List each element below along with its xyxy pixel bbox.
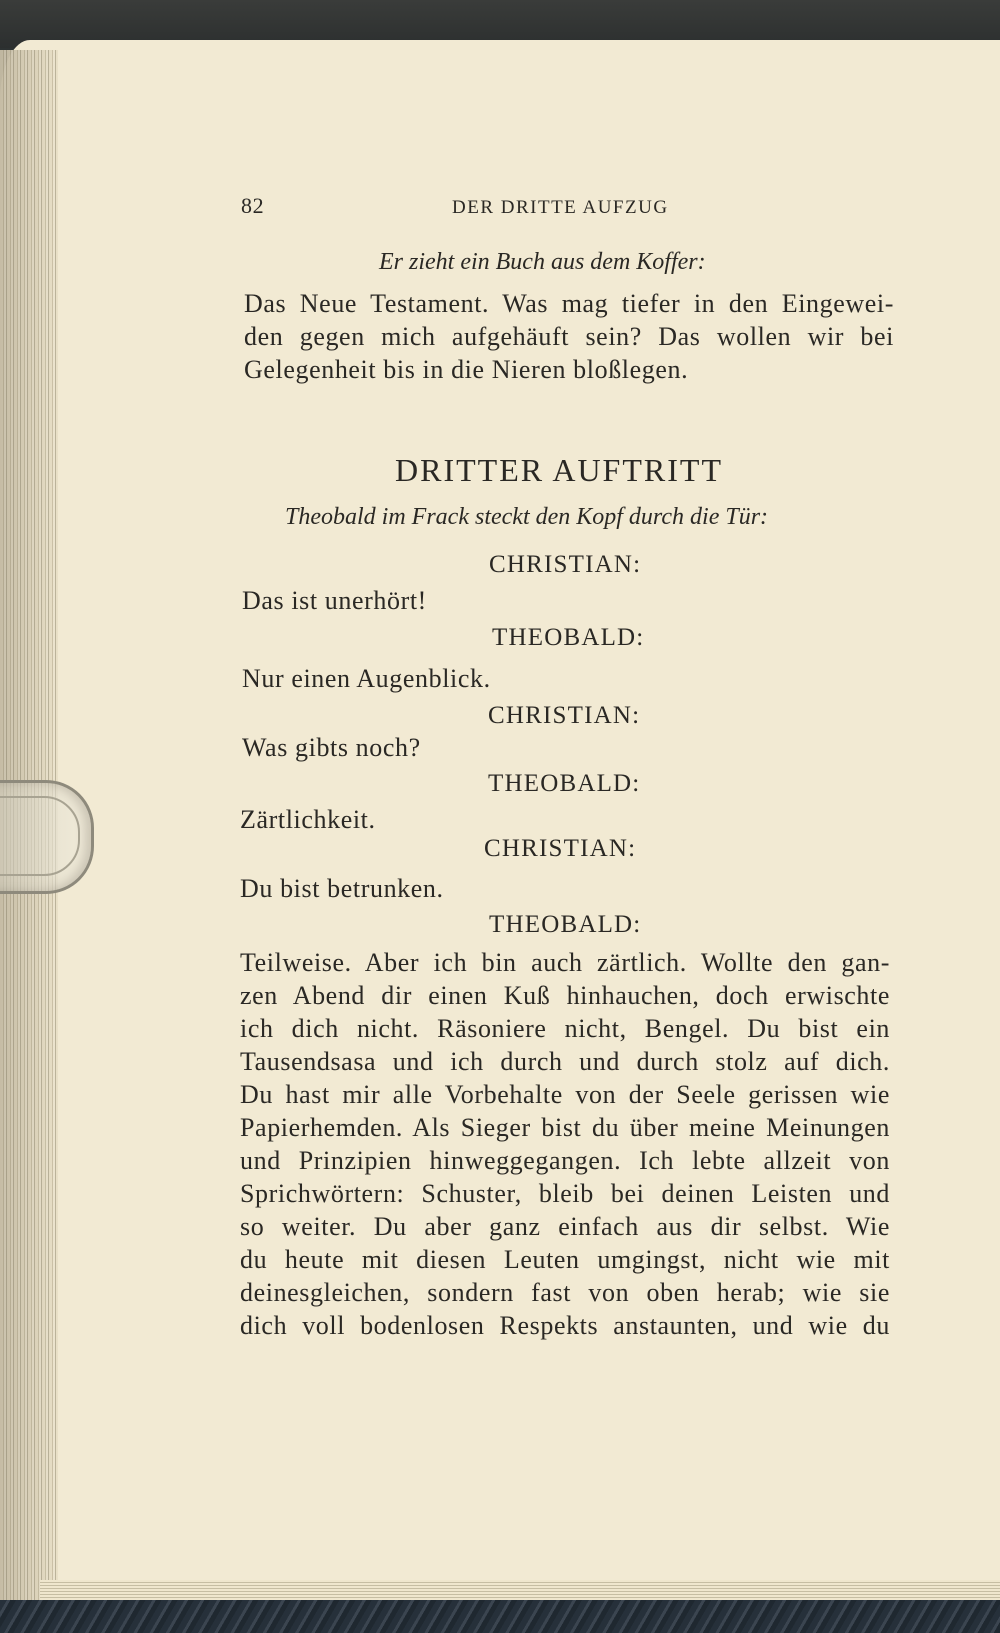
speaker-label: CHRISTIAN: xyxy=(489,551,642,578)
intro-line-3: Gelegenheit bis in die Nieren bloßlegen. xyxy=(244,355,689,384)
stage-direction-scene: Theobald im Frack steckt den Kopf durch die Tür: xyxy=(285,504,769,530)
book-cover-cloth xyxy=(0,1600,1000,1633)
speech-line: ich dich nicht. Räsoniere nicht, Bengel. Du bist ein xyxy=(240,1014,890,1043)
speaker-label: THEOBALD: xyxy=(489,911,642,938)
intro-line-1: Das Neue Testament. Was mag tiefer in den Eingewei- xyxy=(244,289,894,318)
speaker-label: THEOBALD: xyxy=(492,624,645,651)
dialogue-line: Du bist betrunken. xyxy=(240,874,444,903)
stage-direction-intro: Er zieht ein Buch aus dem Koffer: xyxy=(379,249,706,275)
speech-line: Du hast mir alle Vorbehalte von der Seele gerissen wie xyxy=(240,1080,890,1109)
dialogue-line: Das ist unerhört! xyxy=(242,586,427,615)
speech-line: du heute mit diesen Leuten umgingst, nicht wie mit xyxy=(240,1245,890,1274)
speech-line: Tausendsasa und ich durch und durch stolz auf dich. xyxy=(240,1047,890,1076)
speech-line: dich voll bodenlosen Respekts anstaunten, und wie du xyxy=(240,1311,890,1340)
speech-line: Sprichwörtern: Schuster, bleib bei deinen Leisten und xyxy=(240,1179,890,1208)
dialogue-line: Was gibts noch? xyxy=(242,733,421,762)
speaker-label: CHRISTIAN: xyxy=(488,702,641,729)
intro-line-2: den gegen mich aufgehäuft sein? Das wollen wir bei xyxy=(244,322,894,351)
speech-line: so weiter. Du aber ganz einfach aus dir selbst. Wie xyxy=(240,1212,890,1241)
running-head: DER DRITTE AUFZUG xyxy=(452,197,669,218)
speaker-label: CHRISTIAN: xyxy=(484,835,637,862)
thumb-index-tab-inner xyxy=(0,796,80,876)
scene-heading: DRITTER AUFTRITT xyxy=(395,452,723,488)
speech-line: Teilweise. Aber ich bin auch zärtlich. Wollte den gan- xyxy=(240,948,890,977)
speech-line: Papierhemden. Als Sieger bist du über meine Meinungen xyxy=(240,1113,890,1142)
speaker-label: THEOBALD: xyxy=(488,770,641,797)
page-number: 82 xyxy=(241,193,265,218)
dialogue-line: Nur einen Augenblick. xyxy=(242,664,491,693)
speech-line: deinesgleichen, sondern fast von oben herab; wie sie xyxy=(240,1278,890,1307)
speech-line: zen Abend dir einen Kuß hinhauchen, doch erwischte xyxy=(240,981,890,1010)
dialogue-line: Zärtlichkeit. xyxy=(240,805,376,834)
speech-line: und Prinzipien hinweggegangen. Ich lebte allzeit von xyxy=(240,1146,890,1175)
